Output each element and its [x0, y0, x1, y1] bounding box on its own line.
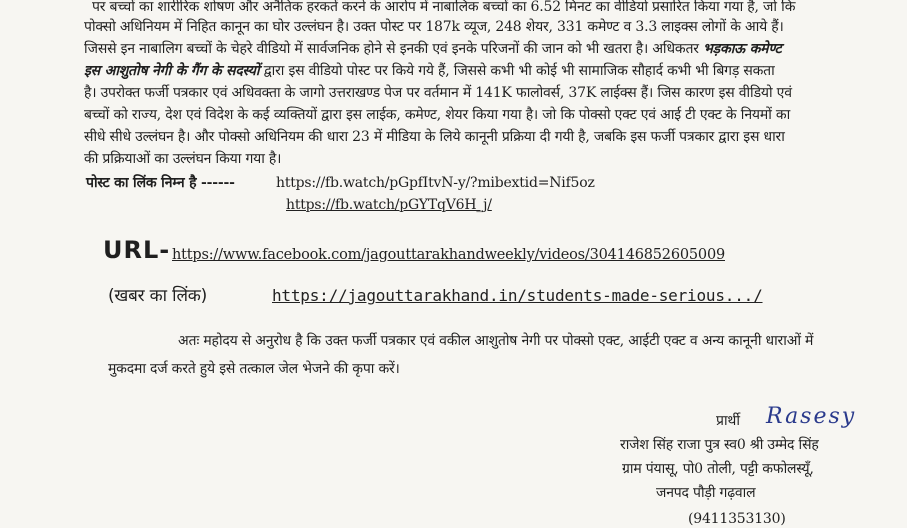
request-line-1: अतः महोदय से अनुरोध है कि उक्त फर्जी पत्रकार एवं वकील आशुतोष नेगी पर पोक्सो एक्ट, आईटी एक्ट व अन्य कानूनी धाराओं में	[178, 333, 814, 349]
paragraph-line-4-text: द्वारा इस वीडियो पोस्ट पर किये गये हैं, जिससे कभी भी कोई भी सामाजिक सौहार्द कभी भी बिगड़ सकता	[263, 63, 775, 79]
paragraph-line-8: की प्रक्रियाओं का उल्लंघन किया गया है।	[84, 151, 282, 167]
paragraph-line-2: पोक्सो अधिनियम में निहित कानून का घोर उल्लंघन है। उक्त पोस्ट पर 187k व्यूज, 248 शेयर, 331 कमेण्ट व 3.3 लाइक्स लोगों के आये हैं।	[84, 19, 784, 35]
applicant-phone: (9411353130)	[688, 511, 786, 527]
applicant-address-line-1: ग्राम पंयासू, पो0 तोली, पट्टी कफोलस्यूँ,	[622, 461, 814, 477]
post-links-label: पोस्ट का लिंक निम्न है ------	[86, 175, 235, 191]
paragraph-line-7: सीधे सीधे उल्लंघन है। और पोक्सो अधिनियम की धारा 23 में मीडिया के लिये कानूनी प्रक्रिया दी गयी है, जबकि इस फर्जी पत्रकार द्वारा इस धारा	[84, 129, 785, 145]
paragraph-line-3-text: जिससे इन नाबालिग बच्चों के चेहरे वीडियो में सार्वजनिक होने से इनकी एवं इनके परिजनों की जान को भी खतरा है। अधिकतर	[84, 41, 699, 57]
paragraph-line-1: पर बच्चों का शारीरिक शोषण और अनैतिक हरकतें करने के आरोप में नाबालिक बच्चों का 6.52 मिनट का वीडियो प्रसारित किया गया है, जो कि	[92, 0, 796, 15]
paragraph-line-4	[84, 62, 775, 80]
news-link-label: (खबर का लिंक)	[108, 286, 208, 306]
url-label: URL-	[103, 236, 171, 264]
post-link-1[interactable]: https://fb.watch/pGpfItvN-y/?mibextid=Nif5oz	[276, 175, 595, 191]
paragraph-line-6: बच्चों को राज्य, देश एवं विदेश के कई व्यक्तियों द्वारा इस लाईक, कमेण्ट, शेयर किया गया है। जो कि पोक्सो एक्ट एवं आई टी एक्ट के नियमों का	[84, 107, 791, 123]
paragraph-line-3-emphasis: भड़काऊ कमेण्ट	[703, 41, 782, 57]
applicant-name: राजेश सिंह राजा पुत्र स्व0 श्री उम्मेद सिंह	[620, 437, 819, 453]
applicant-label: प्रार्थी	[716, 413, 740, 429]
facebook-video-link[interactable]: https://www.facebook.com/jagouttarakhandweekly/videos/304146852605009	[172, 247, 725, 263]
request-line-2: मुकदमा दर्ज करते हुये इसे तत्काल जेल भेजने की कृपा करें।	[108, 361, 400, 377]
handwritten-signature: Rasesy	[766, 404, 857, 429]
paragraph-line-5: है। उपरोक्त फर्जी पत्रकार एवं अधिवक्ता के जागो उत्तराखण्ड पेज पर वर्तमान में 141K फालोवर्स, 37K लाईक्स हैं। जिस कारण इस वीडियो एवं	[84, 85, 792, 101]
post-link-2[interactable]: https://fb.watch/pGYTqV6H_j/	[286, 197, 492, 213]
paragraph-line-4-emphasis: इस आशुतोष नेगी के गैंग के सदस्यों	[84, 63, 260, 79]
applicant-address-line-2: जनपद पौड़ी गढ़वाल	[656, 485, 756, 501]
paragraph-line-3	[84, 40, 781, 58]
news-article-link[interactable]: https://jagouttarakhand.in/students-made-serious.../	[272, 286, 763, 305]
